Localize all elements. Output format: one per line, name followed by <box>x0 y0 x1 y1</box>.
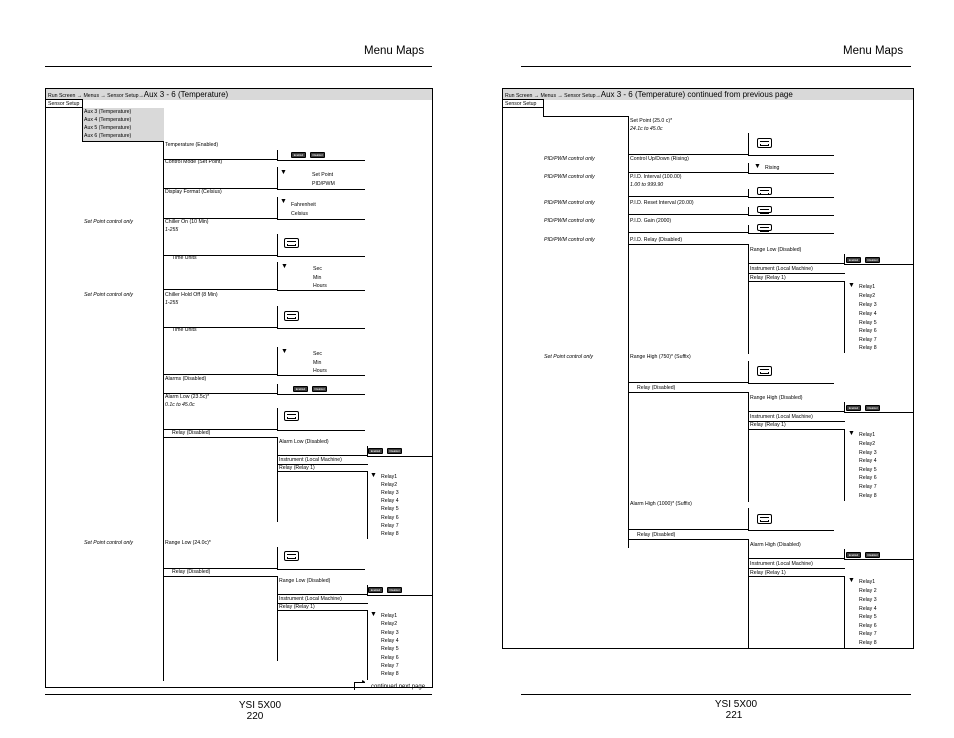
range: 1-255 <box>165 300 179 306</box>
keyboard-icon[interactable] <box>284 311 299 321</box>
option: Hours <box>313 283 327 289</box>
relay-option: Relay 4 <box>381 638 399 644</box>
page-header: Menu Maps <box>364 45 425 57</box>
relay-disabled: Relay (Disabled) <box>637 385 676 391</box>
relay-disabled: Relay (Disabled) <box>172 430 211 436</box>
pid-reset-interval: P.I.D. Reset Interval (20.00) <box>630 200 694 206</box>
range: 1.00 to 999.90 <box>630 182 664 188</box>
keyboard-icon[interactable] <box>284 551 299 561</box>
relay-option: Relay 3 <box>381 630 399 636</box>
relay-relay1: Relay (Relay 1) <box>750 275 786 281</box>
dropdown-arrow-icon[interactable]: ▼ <box>281 348 288 355</box>
relay-option: Relay 4 <box>859 458 877 464</box>
alarm-low-disabled: Alarm Low (Disabled) <box>279 439 329 445</box>
instrument: Instrument (Local Machine) <box>279 457 342 463</box>
relay-option: Relay 6 <box>859 475 877 481</box>
relay-option: Relay2 <box>859 293 876 299</box>
time-units: Time Units <box>172 327 197 333</box>
dropdown-arrow-icon[interactable]: ▼ <box>848 577 855 584</box>
range-high: Range High (750)* (Suffix) <box>630 354 691 360</box>
range: 24.1c to 45.0c <box>630 126 663 132</box>
relay-option: Relay 3 <box>859 597 877 603</box>
range: 1-255 <box>165 227 179 233</box>
option: Celsius <box>291 211 309 217</box>
relay-disabled: Relay (Disabled) <box>637 532 676 538</box>
keyboard-icon[interactable] <box>284 238 299 248</box>
relay-option: Relay 8 <box>381 671 399 677</box>
relay-option: Relay 4 <box>381 498 399 504</box>
option: Fahrenheit <box>291 202 316 208</box>
alarm-high-disabled: Alarm High (Disabled) <box>750 542 801 548</box>
option: PID/PWM <box>312 181 335 187</box>
relay-option: Relay1 <box>381 613 398 619</box>
option: Sec <box>313 266 322 272</box>
disabled-button[interactable]: Disabled <box>310 152 325 158</box>
aux-item: Aux 5 (Temperature) <box>84 125 132 131</box>
relay-option: Relay 7 <box>859 484 877 490</box>
relay-option: Relay1 <box>859 579 876 585</box>
dropdown-arrow-icon[interactable]: ▼ <box>370 611 377 618</box>
aux-item: Aux 4 (Temperature) <box>84 117 132 123</box>
note: Set Point control only <box>84 219 134 225</box>
range-low-disabled: Range Low (Disabled) <box>279 578 331 584</box>
note: Set Point control only <box>544 354 594 360</box>
control-mode: Control Mode (Set Point) <box>165 159 223 165</box>
relay-option: Relay 8 <box>859 640 877 646</box>
header-rule <box>45 66 432 67</box>
keyboard-icon[interactable] <box>757 366 772 376</box>
relay-option: Relay 4 <box>859 311 877 317</box>
sensor-setup-label: Sensor Setup <box>46 99 83 108</box>
relay-option: Relay2 <box>859 441 876 447</box>
relay-option: Relay 4 <box>859 606 877 612</box>
keyboard-icon[interactable] <box>757 138 772 148</box>
relay-option: Relay 6 <box>859 623 877 629</box>
relay-option: Relay 7 <box>381 663 399 669</box>
dropdown-arrow-icon[interactable]: ▼ <box>370 472 377 479</box>
relay-option: Relay 6 <box>381 515 399 521</box>
keyboard-icon[interactable] <box>284 411 299 421</box>
relay-option: Relay 8 <box>859 345 877 351</box>
control-up-down: Control Up/Down (Rising) <box>630 156 689 162</box>
footer-page-number: 221 <box>725 710 743 721</box>
option: Hours <box>313 368 327 374</box>
alarms: Alarms (Disabled) <box>165 376 207 382</box>
relay-option: Relay 2 <box>859 588 877 594</box>
chiller-hold-off: Chiller Hold Off (8 Min) <box>165 292 218 298</box>
set-point: Set Point (25.0 c)* <box>630 118 673 124</box>
page-header: Menu Maps <box>843 45 904 57</box>
note: PID/PWM control only <box>544 200 595 206</box>
relay-option: Relay 8 <box>381 531 399 537</box>
relay-option: Relay 8 <box>859 493 877 499</box>
relay-relay1: Relay (Relay 1) <box>279 465 315 471</box>
note: Set Point control only <box>84 292 134 298</box>
footer-page-number: 220 <box>246 711 264 722</box>
breadcrumb: Run Screen → Menus → Sensor Setup→Aux 3 - 6 (Temperature) <box>46 89 432 100</box>
pid-relay: P.I.D. Relay (Disabled) <box>630 237 683 243</box>
note: PID/PWM control only <box>544 174 595 180</box>
dropdown-arrow-icon[interactable]: ▼ <box>280 198 287 205</box>
instrument: Instrument (Local Machine) <box>750 266 813 272</box>
chiller-on: Chiller On (10 Min) <box>165 219 209 225</box>
relay-disabled: Relay (Disabled) <box>172 569 211 575</box>
enabled-button[interactable]: Enabled <box>368 587 383 593</box>
instrument: Instrument (Local Machine) <box>750 414 813 420</box>
option: Set Point <box>312 172 334 178</box>
relay-option: Relay 3 <box>859 302 877 308</box>
enabled-button[interactable]: Enabled <box>291 152 306 158</box>
relay-option: Relay 5 <box>859 614 877 620</box>
option: Rising <box>765 165 780 171</box>
range-low: Range Low (24.0c)* <box>165 540 211 546</box>
relay-option: Relay1 <box>859 284 876 290</box>
relay-option: Relay 3 <box>381 490 399 496</box>
relay-option: Relay1 <box>859 432 876 438</box>
breadcrumb: Run Screen → Menus → Sensor Setup→Aux 3 - 6 (Temperature) continued from previous page <box>503 89 913 100</box>
option: Min <box>313 275 322 281</box>
disabled-button[interactable]: Disabled <box>865 257 880 263</box>
relay-relay1: Relay (Relay 1) <box>750 570 786 576</box>
option: Min <box>313 360 322 366</box>
dropdown-arrow-icon[interactable]: ▼ <box>754 163 761 170</box>
dropdown-arrow-icon[interactable]: ▼ <box>848 430 855 437</box>
disabled-button[interactable]: Disabled <box>865 552 880 558</box>
footer-product: YSI 5X00 <box>714 699 758 710</box>
relay-option: Relay 7 <box>859 337 877 343</box>
relay-option: Relay 7 <box>859 631 877 637</box>
note: PID/PWM control only <box>544 237 595 243</box>
relay-option: Relay 5 <box>859 467 877 473</box>
instrument: Instrument (Local Machine) <box>750 561 813 567</box>
keyboard-icon[interactable] <box>757 206 772 213</box>
note: PID/PWM control only <box>544 156 595 162</box>
footer-rule <box>521 694 911 695</box>
note: Set Point control only <box>84 540 134 546</box>
pid-interval: P.I.D. Interval (100.00) <box>630 174 682 180</box>
note: PID/PWM control only <box>544 218 595 224</box>
continued-note: continued next page <box>371 684 426 690</box>
dropdown-arrow-icon[interactable]: ▼ <box>281 263 288 270</box>
relay-relay1: Relay (Relay 1) <box>279 604 315 610</box>
relay-option: Relay2 <box>381 482 398 488</box>
relay-option: Relay 6 <box>859 328 877 334</box>
pid-gain: P.I.D. Gain (2000) <box>630 218 672 224</box>
range: 0.1c to 45.0c <box>165 402 195 408</box>
alarm-low: Alarm Low (23.5c)* <box>165 394 210 400</box>
enabled-button[interactable]: Enabled <box>293 386 308 392</box>
enabled-button[interactable]: Enabled <box>846 552 861 558</box>
display-format: Display Format (Celsius) <box>165 189 222 195</box>
dropdown-arrow-icon[interactable]: ▼ <box>280 169 287 176</box>
relay-option: Relay 6 <box>381 655 399 661</box>
keyboard-icon[interactable] <box>757 224 772 231</box>
relay-relay1: Relay (Relay 1) <box>750 422 786 428</box>
relay-option: Relay2 <box>381 621 398 627</box>
aux-item: Aux 3 (Temperature) <box>84 109 132 115</box>
instrument: Instrument (Local Machine) <box>279 596 342 602</box>
disabled-button[interactable]: Disabled <box>387 587 402 593</box>
disabled-button[interactable]: Disabled <box>312 386 327 392</box>
disabled-button[interactable]: Disabled <box>387 448 402 454</box>
enabled-button[interactable]: Enabled <box>846 405 861 411</box>
keyboard-icon[interactable] <box>757 187 772 195</box>
relay-option: Relay 5 <box>859 320 877 326</box>
footer-product: YSI 5X00 <box>238 700 282 711</box>
relay-option: Relay1 <box>381 474 398 480</box>
header-rule <box>521 66 911 67</box>
footer-rule <box>45 694 432 695</box>
enabled-button[interactable]: Enabled <box>368 448 383 454</box>
option: Sec <box>313 351 322 357</box>
time-units: Time Units <box>172 255 197 261</box>
range-high-disabled: Range High (Disabled) <box>750 395 803 401</box>
sensor-setup-label: Sensor Setup <box>503 99 544 108</box>
keyboard-icon[interactable] <box>757 514 772 524</box>
relay-option: Relay 3 <box>859 450 877 456</box>
relay-option: Relay 5 <box>381 646 399 652</box>
relay-option: Relay 7 <box>381 523 399 529</box>
temperature-enabled: Temperature (Enabled) <box>165 142 219 148</box>
enabled-button[interactable]: Enabled <box>846 257 861 263</box>
relay-option: Relay 5 <box>381 506 399 512</box>
aux-item: Aux 6 (Temperature) <box>84 133 132 139</box>
dropdown-arrow-icon[interactable]: ▼ <box>848 282 855 289</box>
disabled-button[interactable]: Disabled <box>865 405 880 411</box>
alarm-high: Alarm High (1000)* (Suffix) <box>630 501 692 507</box>
range-low-disabled: Range Low (Disabled) <box>750 247 802 253</box>
